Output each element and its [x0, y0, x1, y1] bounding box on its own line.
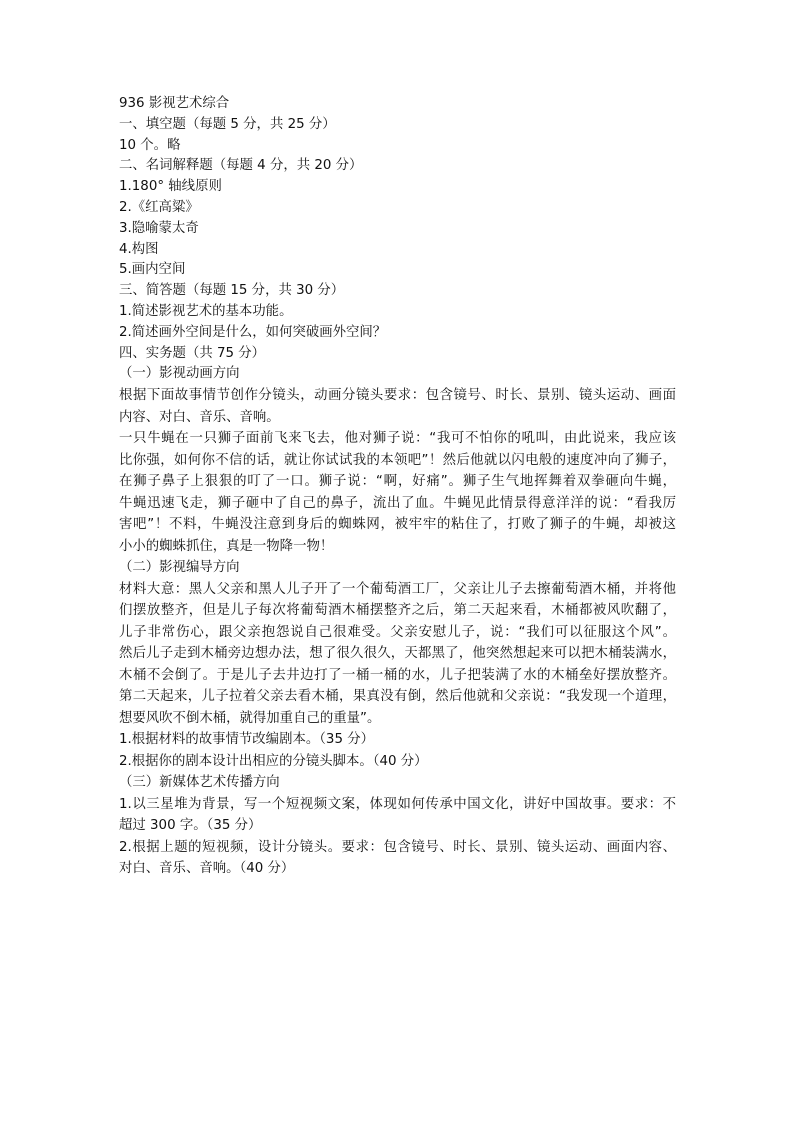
section-1-heading: 一、填空题（每题 5 分，共 25 分）	[119, 116, 336, 132]
section-2-heading: 二、名词解释题（每题 4 分，共 20 分）	[119, 158, 363, 174]
section-4-heading: 四、实务题（共 75 分）	[119, 345, 266, 361]
part-2-heading: （二）影视编导方向	[119, 560, 240, 576]
paragraph-line: 超过 300 字。（35 分）	[119, 818, 262, 834]
paragraph-line: 木桶不会倒了。于是儿子去井边打了一桶一桶的水，儿子把装满了水的木桶垒好摆放整齐。	[119, 667, 676, 683]
exam-document	[119, 94, 676, 880]
paragraph-line: 材料大意：黑人父亲和黑人儿子开了一个葡萄酒工厂，父亲让儿子去擦葡萄酒木桶，并将他	[119, 581, 676, 597]
paragraph-line: 儿子非常伤心，跟父亲抱怨说自己很难受。父亲安慰儿子，说：“我们可以征服这个风”。	[119, 624, 676, 640]
paragraph-line: 比你强，如何你不信的话，就让你试试我的本领吧”！然后他就以闪电般的速度冲向了狮子，	[119, 452, 676, 468]
paragraph-line: 然后儿子走到木桶旁边想办法，想了很久很久，天都黑了，他突然想起来可以把木桶装满水，	[119, 646, 676, 662]
paragraph-line: 内容、对白、音乐、音响。	[119, 409, 280, 425]
paragraph-line: 想要风吹不倒木桶，就得加重自己的重量”。	[119, 710, 381, 726]
paragraph-line: 一只牛蝇在一只狮子面前飞来飞去，他对狮子说：“我可不怕你的吼叫，由此说来，我应该	[119, 431, 676, 447]
section-3-heading: 三、简答题（每题 15 分，共 30 分）	[119, 283, 345, 299]
question-item: 2.根据你的剧本设计出相应的分镜头脚本。（40 分）	[119, 753, 428, 769]
paragraph-line: 在狮子鼻子上狠狠的叮了一口。狮子说：“啊，好痛”。狮子生气地挥舞着双拳砸向牛蝇，	[119, 474, 676, 490]
question-item: 1.简述影视艺术的基本功能。	[119, 303, 293, 319]
paragraph-line: 对白、音乐、音响。（40 分）	[119, 861, 295, 877]
paragraph-line: 害吧”！不料，牛蝇没注意到身后的蜘蛛网，被牢牢的粘住了，打败了狮子的牛蝇，却被这	[119, 517, 676, 533]
part-3-heading: （三）新媒体艺术传播方向	[119, 775, 280, 791]
term-item: 5.画内空间	[119, 262, 186, 278]
term-item: 1.180° 轴线原则	[119, 179, 222, 195]
question-item: 1.根据材料的故事情节改编剧本。（35 分）	[119, 732, 375, 748]
paragraph-line: 牛蝇迅速飞走，狮子砸中了自己的鼻子，流出了血。牛蝇见此情景得意洋洋的说：“看我厉	[119, 495, 676, 511]
paragraph-line: 们摆放整齐，但是儿子每次将葡萄酒木桶摆整齐之后，第二天起来看，木桶都被风吹翻了，	[119, 603, 676, 619]
paragraph-line: 2.根据上题的短视频，设计分镜头。要求：包含镜号、时长、景别、镜头运动、画面内容、	[119, 839, 676, 855]
term-item: 2.《红高粱》	[119, 199, 199, 215]
term-item: 3.隐喻蒙太奇	[119, 220, 199, 236]
section-1-body: 10 个。略	[119, 137, 181, 153]
paragraph-line: 小小的蜘蛛抓住，真是一物降一物！	[119, 538, 334, 554]
question-item: 2.简述画外空间是什么，如何突破画外空间？	[119, 324, 387, 340]
doc-title: 936 影视艺术综合	[119, 96, 230, 111]
part-1-heading: （一）影视动画方向	[119, 366, 240, 382]
paragraph-line: 1.以三星堆为背景，写一个短视频文案，体现如何传承中国文化，讲好中国故事。要求：不	[119, 796, 676, 812]
paragraph-line: 根据下面故事情节创作分镜头，动画分镜头要求：包含镜号、时长、景别、镜头运动、画面	[119, 388, 676, 404]
paragraph-line: 第二天起来，儿子拉着父亲去看木桶，果真没有倒，然后他就和父亲说：“我发现一个道理，	[119, 689, 676, 705]
term-item: 4.构图	[119, 241, 159, 257]
